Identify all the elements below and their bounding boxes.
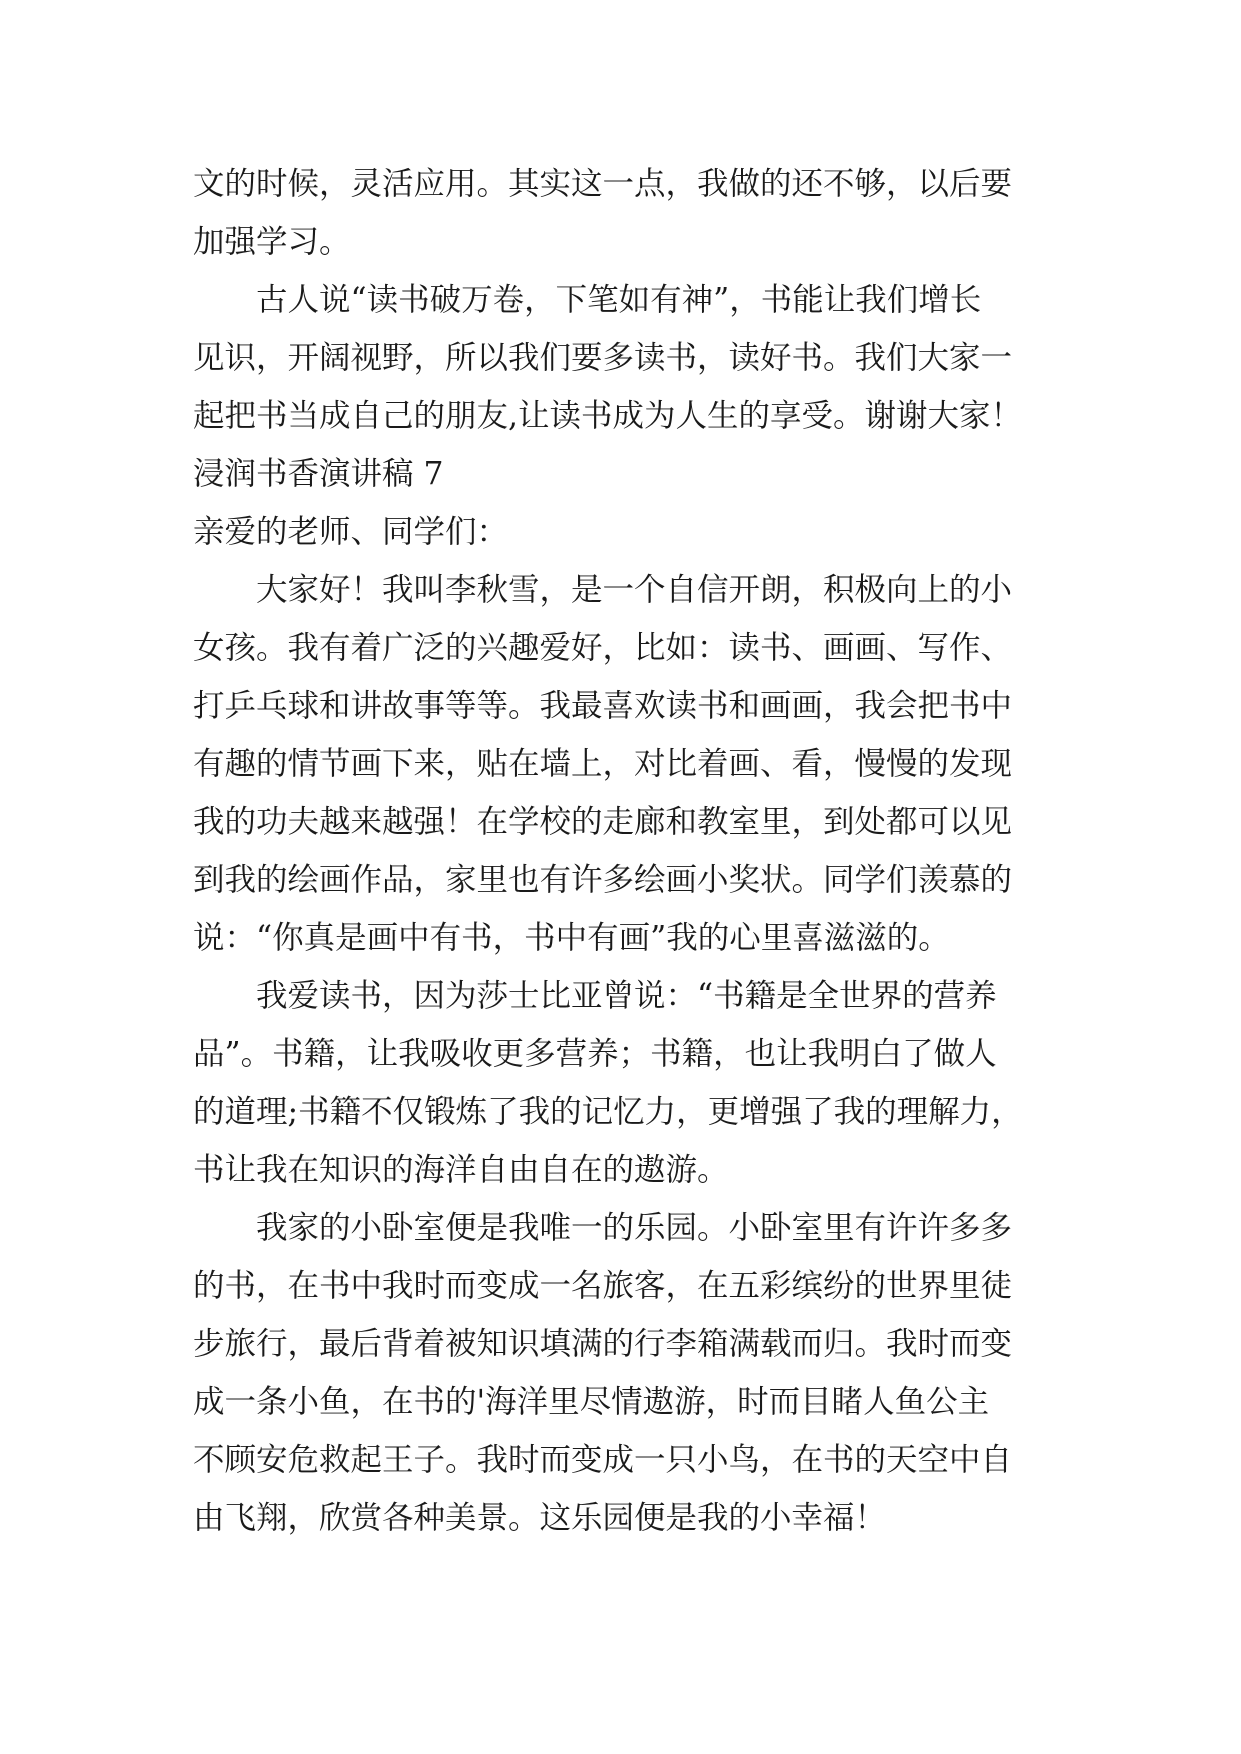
text-line: 文的时候，灵活应用。其实这一点，我做的还不够，以后要 [193, 166, 1013, 202]
text-line: 到我的绘画作品，家里也有许多绘画小奖状。同学们羡慕的 [193, 862, 1013, 898]
text-line: 成一条小鱼，在书的'海洋里尽情遨游，时而目睹人鱼公主 [193, 1384, 990, 1420]
text-line: 加强学习。 [193, 224, 351, 260]
text-line: 我的功夫越来越强！在学校的走廊和教室里，到处都可以见 [193, 804, 1013, 840]
text-line: 浸润书香演讲稿 7 [193, 456, 444, 492]
text-line: 不顾安危救起王子。我时而变成一只小鸟，在书的天空中自 [193, 1442, 1013, 1478]
document-body [193, 155, 1055, 1547]
text-line: 我爱读书，因为莎士比亚曾说：“书籍是全世界的营养 [193, 978, 997, 1014]
text-line: 我家的小卧室便是我唯一的乐园。小卧室里有许许多多 [193, 1210, 1013, 1246]
text-line: 品”。书籍，让我吸收更多营养；书籍，也让我明白了做人 [193, 1036, 997, 1072]
text-line: 亲爱的老师、同学们： [193, 514, 509, 550]
text-line: 打乒乓球和讲故事等等。我最喜欢读书和画画，我会把书中 [193, 688, 1013, 724]
text-line: 起把书当成自己的朋友,让读书成为人生的享受。谢谢大家！ [193, 398, 1023, 434]
text-line: 的道理;书籍不仅锻炼了我的记忆力，更增强了我的理解力， [193, 1094, 1023, 1130]
text-line: 的书，在书中我时而变成一名旅客，在五彩缤纷的世界里徒 [193, 1268, 1013, 1304]
text-line: 说：“你真是画中有书，书中有画”我的心里喜滋滋的。 [193, 920, 950, 956]
text-line: 女孩。我有着广泛的兴趣爱好，比如：读书、画画、写作、 [193, 630, 1013, 666]
text-line: 见识，开阔视野，所以我们要多读书，读好书。我们大家一 [193, 340, 1013, 376]
text-line: 书让我在知识的海洋自由自在的遨游。 [193, 1152, 729, 1188]
text-line: 古人说“读书破万卷，下笔如有神”，书能让我们增长 [193, 282, 982, 318]
text-line: 步旅行，最后背着被知识填满的行李箱满载而归。我时而变 [193, 1326, 1013, 1362]
text-line: 由飞翔，欣赏各种美景。这乐园便是我的小幸福！ [193, 1500, 887, 1536]
text-line: 大家好！我叫李秋雪，是一个自信开朗，积极向上的小 [193, 572, 1013, 608]
text-line: 有趣的情节画下来，贴在墙上，对比着画、看，慢慢的发现 [193, 746, 1013, 782]
